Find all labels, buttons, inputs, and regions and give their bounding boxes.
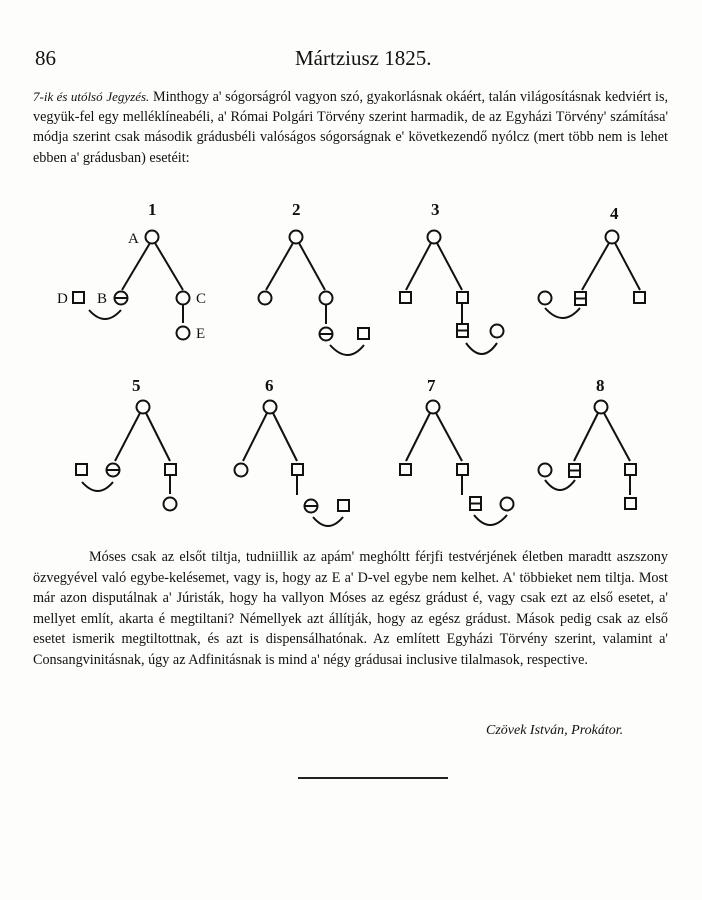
note-keyword: Jegyzés. [106,89,150,104]
section-divider [298,777,448,779]
signature-name: Czövek István [486,723,565,738]
diagram-number-1: 1 [148,200,157,219]
diagram-number-7: 7 [427,376,436,395]
note-paragraph [33,87,668,168]
diagram-number-4: 4 [610,204,619,223]
diagram-number-8: 8 [596,376,605,395]
note-label: 7-ik és utólsó [33,89,103,104]
diagram-7 [400,376,514,525]
person-c [177,292,190,305]
diagram-number-2: 2 [292,200,301,219]
diagram-number-5: 5 [132,376,141,395]
diagram-number-6: 6 [265,376,274,395]
diagram-2 [259,200,370,355]
page-number: 86 [35,46,56,70]
label-e: E [196,326,206,342]
page-title: Mártziusz 1825. [295,46,432,70]
signature-role: Prokátor. [571,723,624,738]
person-d [73,292,84,303]
diagram-number-3: 3 [431,200,440,219]
note-text: Minthogy a' sógorságról vagyon szó, gyakorlásnak okáért, talán világosításnak kedviért is, vegyük-fel egy melléklíneabéli, a' Római Polgári Törvény szerint harmadik, de az Egyházi Törvény' számítása' módja szerint csak második grádusbéli valóságos sógorságnak e' következendő nyólcz (mert több nem is lehet ebben a' grádusban) esetéit: [33,89,669,166]
label-c: C [196,291,207,307]
person-e [177,327,190,340]
diagram-5 [76,376,177,511]
kinship-diagrams [0,195,702,535]
diagram-8 [539,376,637,509]
diagram-1 [57,200,206,342]
body-paragraph: Móses csak az elsőt tiltja, tudniillik az apám' meghóltt férjfi testvérjének életben maradtt aszszony özvegyével való egybe-kelésemet, vagy is, hogy az E a' D-vel egybe nem kelhet. A' többieket nem tiltja. Most már azon disputálnak a' Júristák, hogy ha vallyon Móses az egész grádust é, vagy csak ezt az első esetet, a' mellyet említ, akarta é megtiltani? Némellyek azt állítják, hogy az egész grádust. Mások pedig csak az első esetet ismerik megtiltottnak, és azt is dispensálhatónak. Az említett Egyházi Törvény szerint, valamint a' Consangvinitásnak, úgy az Adfinitásnak is mind a' négy grádusai inclusive tilalmasok, respective. [33,549,668,668]
label-a: A [128,231,139,247]
diagram-4 [539,204,646,318]
person-a [146,231,159,244]
label-d: D [57,291,68,307]
diagram-6 [235,376,350,526]
diagram-3 [400,200,504,354]
signature: Czövek István, Prokátor. [486,723,624,738]
label-b: B [97,291,108,307]
